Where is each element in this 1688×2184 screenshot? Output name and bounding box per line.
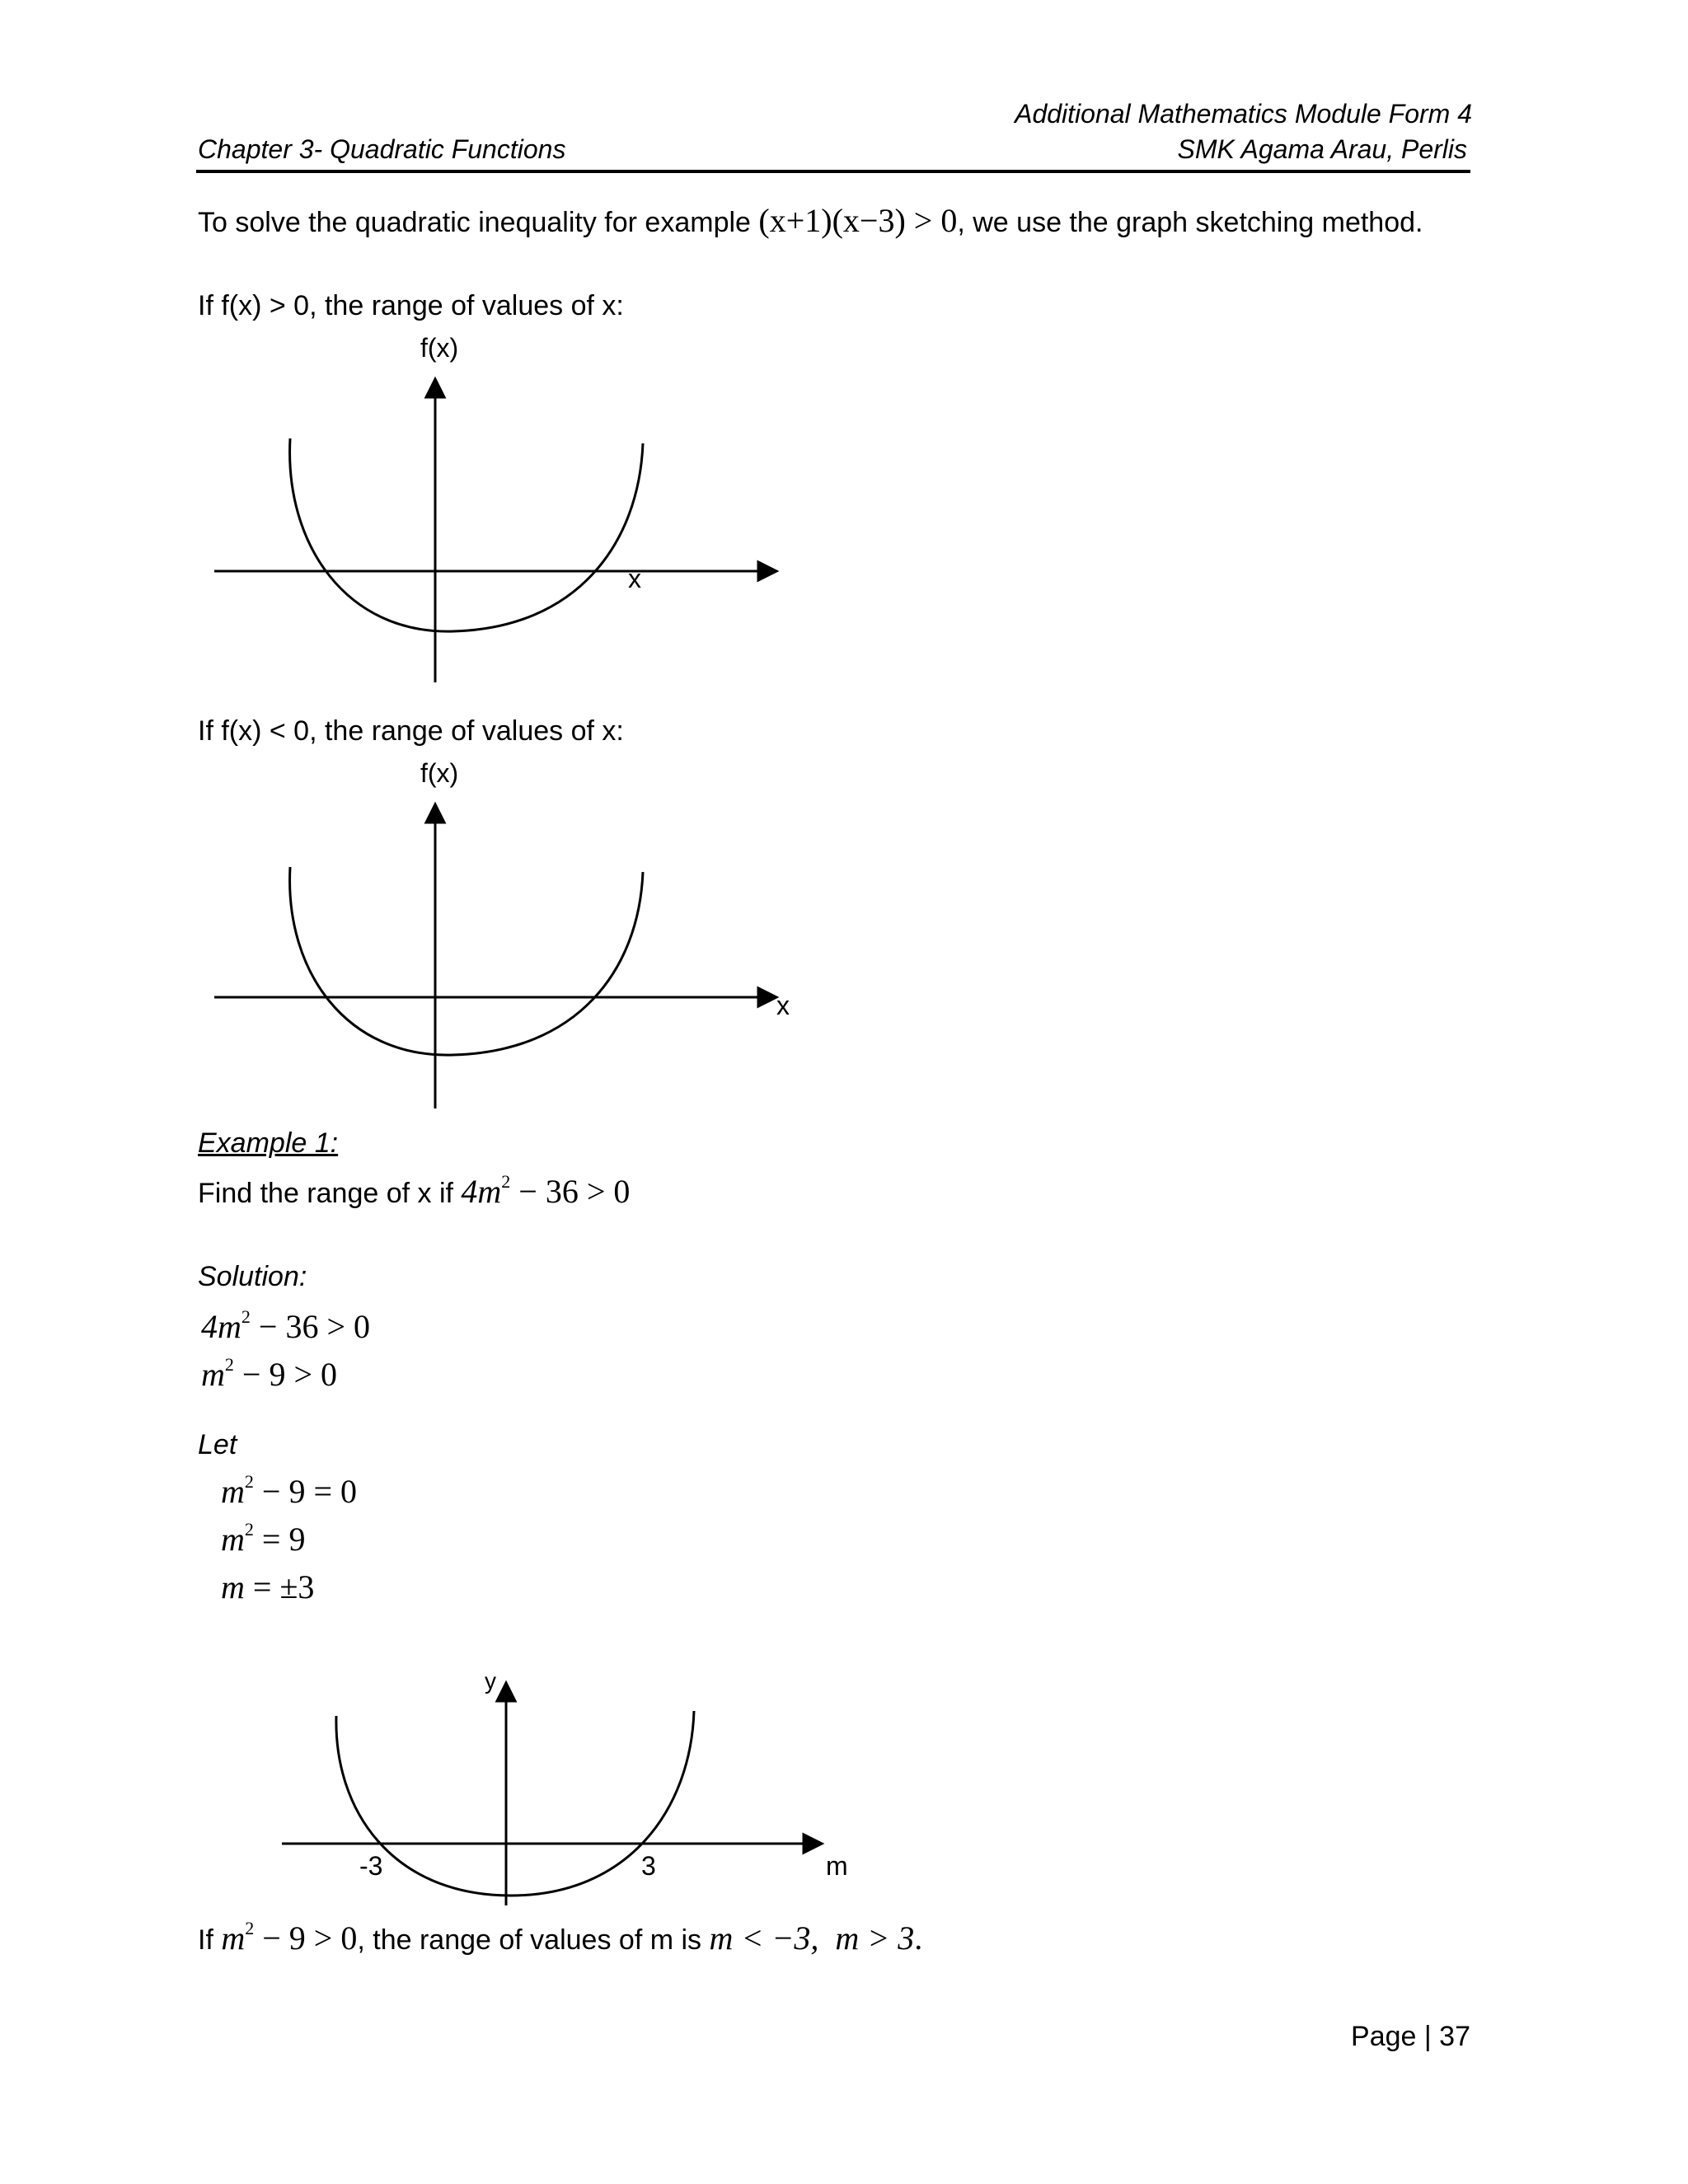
graph3-parabola xyxy=(336,1711,694,1896)
graph1-y-label: f(x) xyxy=(420,333,459,363)
let-line-1: $m^2 - 9 = 0$ xyxy=(221,1471,358,1510)
intro-text-after: , we use the graph sketching method. xyxy=(957,207,1423,238)
conclusion-answer: m < −3, m > 3 xyxy=(709,1919,915,1957)
graph3-y-label: y xyxy=(485,1668,496,1694)
conclusion-line xyxy=(198,1919,922,1957)
let-line-2: $m^2 = 9$ xyxy=(221,1519,306,1558)
solution-line-1: $4m^2 - 36 > 0$ xyxy=(201,1306,371,1345)
conclusion-end: . xyxy=(914,1919,923,1957)
intro-math: (x+1)(x−3) > 0 xyxy=(758,202,958,239)
graph1-x-label: x xyxy=(628,564,641,593)
intro-text-before: To solve the quadratic inequality for example xyxy=(198,207,751,238)
example-question-text: Find the range of x if xyxy=(198,1178,453,1209)
graph2-caption: If f(x) < 0, the range of values of x: xyxy=(198,715,624,747)
example-question-math: $4m^2 - 36 > 0$ xyxy=(461,1171,631,1210)
conclusion-mid: , the range of values of m is xyxy=(357,1924,702,1956)
graph3-root-left: -3 xyxy=(359,1851,383,1881)
graph2-y-label: f(x) xyxy=(420,758,459,788)
conclusion-math: $m^2 - 9 > 0$ xyxy=(221,1918,358,1957)
solution-heading: Solution: xyxy=(198,1261,307,1292)
graph1-caption: If f(x) > 0, the range of values of x: xyxy=(198,290,624,321)
graph3-root-right: 3 xyxy=(641,1851,656,1881)
header-right-line2: SMK Agama Arau, Perlis xyxy=(1177,134,1467,164)
let-heading: Let xyxy=(198,1429,237,1460)
graph2-x-label: x xyxy=(776,991,790,1020)
header-right-line1: Additional Mathematics Module Form 4 xyxy=(1015,99,1472,129)
header-left: Chapter 3- Quadratic Functions xyxy=(198,134,566,164)
example-heading: Example 1: xyxy=(198,1127,339,1159)
page-number: Page | 37 xyxy=(1351,2021,1470,2052)
graph3-x-label: m xyxy=(826,1851,848,1881)
conclusion-if: If xyxy=(198,1924,213,1956)
let-line-3: m = ±3 xyxy=(221,1568,315,1605)
solution-line-2: $m^2 - 9 > 0$ xyxy=(201,1354,338,1393)
